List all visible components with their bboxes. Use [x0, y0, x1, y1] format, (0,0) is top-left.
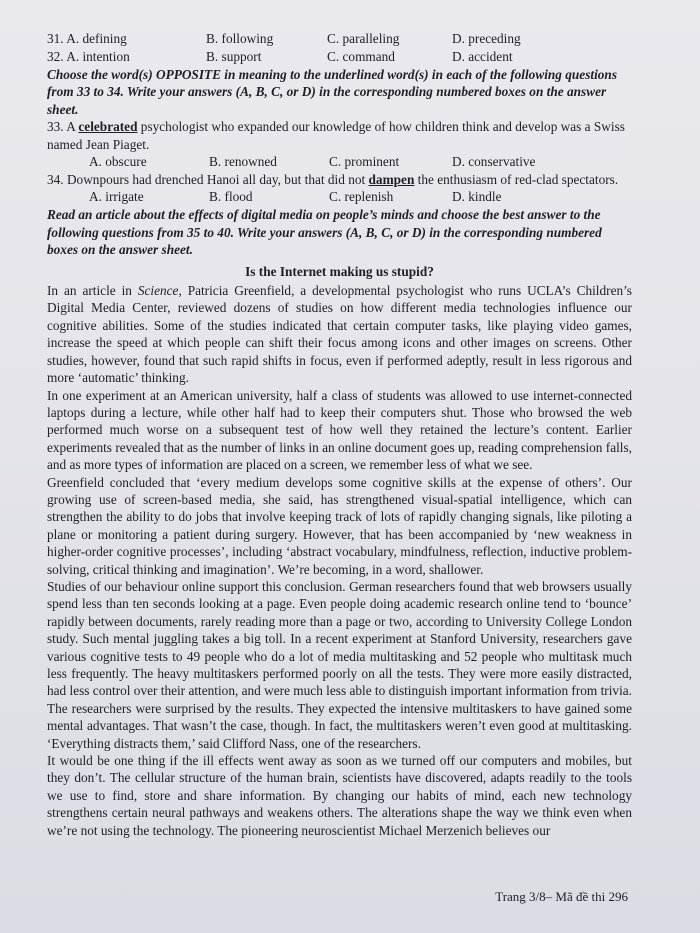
question-32 — [47, 48, 632, 66]
q33-pre: 33. A — [47, 119, 79, 135]
article-paragraph-3: Greenfield concluded that ‘every medium develops some cognitive skills at the expense of others’. Our growing use of screen-based media, she said, has strengthened visual-spatial intelligence, which can strengthen the ability to do jobs that involve keeping track of lots of rapidly changing signals, like piloting a plane or monitoring a patient during surgery. However, that has been accompanied by ‘new weakness in higher-order cognitive processes’, including ‘abstract vocabulary, mindfulness, reflection, inductive problem-solving, critical thinking and imagination’. We’re becoming, in a word, shallower. — [47, 474, 632, 577]
q33-option-d: D. conservative — [452, 154, 536, 170]
q33-option-a: A. obscure — [89, 154, 147, 170]
q32-option-c: C. command — [327, 49, 395, 64]
para1-rest: , Patricia Greenfield, a developmental psychologist who runs UCLA’s Children’s Digital Media Center, reviewed dozens of studies on how different media technologies influence our cognitive abilities. Some of the studies indicated that certain computer tasks, like playing video games, increase the speed at which people can shift their focus among icons and other images on screens. Other studies, however, found that such rapid shifts in focus, even if performed adeptly, result in less rigorous and more ‘automatic’ thinking. — [47, 283, 632, 386]
article-paragraph-2: In one experiment at an American university, half a class of students was allowed to use internet-connected laptops during a lecture, while other half had to keep their computers shut. Those who browsed the web performed much worse on a subsequent test of how well they retained the lecture’s content. Earlier experiments revealed that as the number of links in an online document goes up, reading comprehension falls, and as more types of information are placed on a screen, we remember less of what we see. — [47, 387, 632, 473]
q34-option-d: D. kindle — [452, 189, 502, 205]
q34-option-c: C. replenish — [329, 189, 394, 205]
q34-option-a: A. irrigate — [89, 189, 144, 205]
q32-option-a: 32. A. intention — [47, 49, 130, 64]
question-34-options — [47, 188, 632, 206]
q33-underlined-word: celebrated — [78, 119, 138, 135]
instruction-opposite: Choose the word(s) OPPOSITE in meaning to the underlined word(s) in each of the following questions from 33 to 34. Write your answers (A, B, C, or D) in the corresponding numbered boxes on the answer sheet. — [47, 67, 617, 117]
q34-underlined-word: dampen — [368, 172, 415, 188]
q31-option-d: D. preceding — [452, 31, 521, 46]
question-34-stem — [47, 171, 632, 188]
question-33-stem — [47, 118, 632, 153]
instruction-reading: Read an article about the effects of digital media on people’s minds and choose the best answer to the following questions from 35 to 40. Write your answers (A, B, C, or D) in the corresponding numbered boxes on the answer sheet. — [47, 207, 602, 258]
q33-option-b: B. renowned — [209, 154, 277, 170]
question-33-options — [47, 153, 632, 171]
q34-post: the enthusiasm of red-clad spectators. — [414, 172, 619, 188]
q33-option-c: C. prominent — [329, 154, 400, 170]
q31-option-a: 31. A. defining — [47, 31, 127, 46]
q34-pre: 34. Downpours had drenched Hanoi all day, but that did not — [47, 172, 369, 188]
article-paragraph-5: It would be one thing if the ill effects went away as soon as we turned off our computers and mobiles, but they don’t. The cellular structure of the human brain, scientists have discovered, adapts readily to the tools we use to find, store and share information. By changing our habits of mind, each new technology strengthens certain neural pathways and weakens others. The alterations shape the way we think even when we’re not using the technology. The pioneering neuroscientist Michael Merzenich believes our — [47, 753, 632, 838]
q31-option-c: C. paralleling — [327, 31, 400, 46]
q32-option-d: D. accident — [452, 49, 513, 64]
q31-option-b: B. following — [206, 31, 274, 46]
article-paragraph-1 — [47, 282, 632, 386]
q32-option-b: B. support — [206, 49, 262, 64]
article-paragraph-4: Studies of our behaviour online support this conclusion. German researchers found that web browsers usually spend less than ten seconds looking at a page. Even people doing academic research online tend to ‘bounce’ rapidly between documents, rarely reading more than a page or two, according to University College London study. Such mental juggling takes a big toll. In a recent experiment at Stanford University, researchers gave various cognitive tests to 49 people who do a lot of media multitasking and 52 people who multitask much less frequently. The heavy multitaskers performed poorly on all the tests. They were more easily distracted, had less control over their attention, and were much less able to distinguish important information from trivia. The researchers were surprised by the results. They expected the intensive multitaskers to have gained some mental advantages. That wasn’t the case, though. In fact, the multitaskers weren’t even good at multitasking. ‘Everything distracts them,’ said Clifford Nass, one of the researchers. — [47, 578, 632, 751]
para1-start: In an article in — [47, 283, 138, 299]
article-title: Is the Internet making us stupid? — [245, 263, 434, 279]
page-footer: Trang 3/8– Mã đề thi 296 — [495, 889, 628, 904]
question-31 — [47, 30, 632, 48]
journal-name: Science — [137, 283, 179, 299]
q33-post: psychologist who expanded our knowledge of how children think and develop was a Swiss named Jean Piaget. — [47, 119, 625, 152]
q34-option-b: B. flood — [209, 189, 253, 205]
